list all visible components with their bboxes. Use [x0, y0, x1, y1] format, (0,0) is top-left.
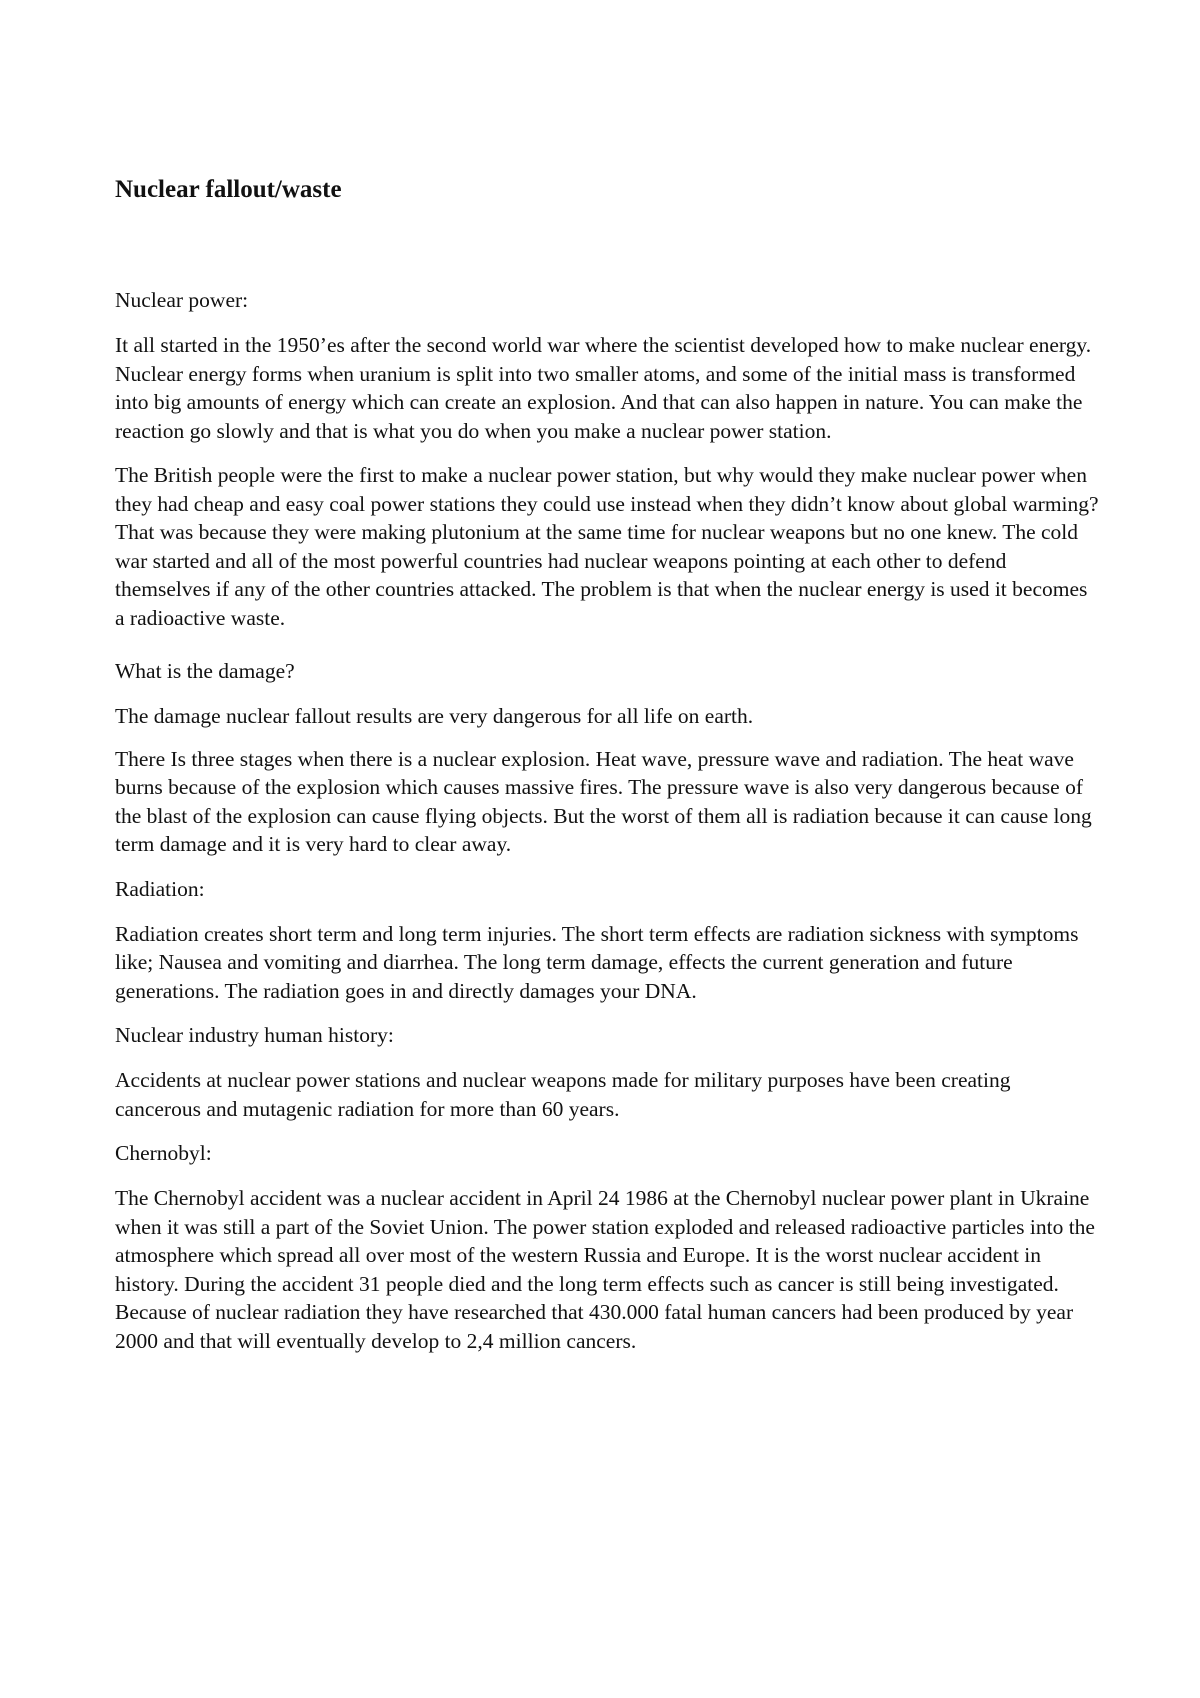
paragraph-damage-intro: The damage nuclear fallout results are very dangerous for all life on earth.	[115, 704, 754, 728]
paragraph-industry-history: Accidents at nuclear power stations and nuclear weapons made for military purposes have been creating cancerous and mutagenic radiation for more than 60 years.	[115, 1068, 1011, 1121]
section-heading-chernobyl: Chernobyl:	[115, 1141, 212, 1165]
paragraph-nuclear-power-origins: It all started in the 1950’es after the second world war where the scientist developed how to make nuclear energy. Nuclear energy forms when uranium is split into two smaller atoms, and some of the initial mass is transformed into big amounts of energy which can create an explosion. And that can also happen in nature. You can make the reaction go slowly and that is what you do when you make a nuclear power station.	[115, 333, 1092, 443]
section-heading-radiation: Radiation:	[115, 876, 205, 901]
paragraph-chernobyl: The Chernobyl accident was a nuclear accident in April 24 1986 at the Chernobyl nuclear power plant in Ukraine when it was still a part of the Soviet Union. The power station exploded and released radioactive particles into the atmosphere which spread all over most of the western Russia and Europe. It is the worst nuclear accident in history. During the accident 31 people died and the long term effects such as cancer is still being investigated. Because of nuclear radiation they have researched that 430.000 fatal human cancers had been produced by year 2000 and that will eventually develop to 2,4 million cancers.	[115, 1186, 1095, 1353]
paragraph-british-power-station: The British people were the first to make a nuclear power station, but why would they make nuclear power when they had cheap and easy coal power stations they could use instead when they didn’t know about global warming? That was because they were making plutonium at the same time for nuclear weapons but no one knew. The cold war started and all of the most powerful countries had nuclear weapons pointing at each other to defend themselves if any of the other countries attacked. The problem is that when the nuclear energy is used it becomes a radioactive waste.	[115, 463, 1099, 630]
document-title: Nuclear fallout/waste	[115, 176, 342, 203]
paragraph-radiation-effects: Radiation creates short term and long term injuries. The short term effects are radiation sickness with symptoms like; Nausea and vomiting and diarrhea. The long term damage, effects the current generation and future generations. The radiation goes in and directly damages your DNA.	[115, 921, 1079, 1003]
section-heading-industry-history: Nuclear industry human history:	[115, 1023, 394, 1047]
section-heading-nuclear-power: Nuclear power:	[115, 288, 249, 312]
section-heading-damage: What is the damage?	[115, 659, 295, 683]
paragraph-explosion-stages: There Is three stages when there is a nuclear explosion. Heat wave, pressure wave and radiation. The heat wave burns because of the explosion which causes massive fires. The pressure wave is also very dangerous because of the blast of the explosion can cause flying objects. But the worst of them all is radiation because it can cause long term damage and it is very hard to clear away.	[115, 746, 1092, 856]
